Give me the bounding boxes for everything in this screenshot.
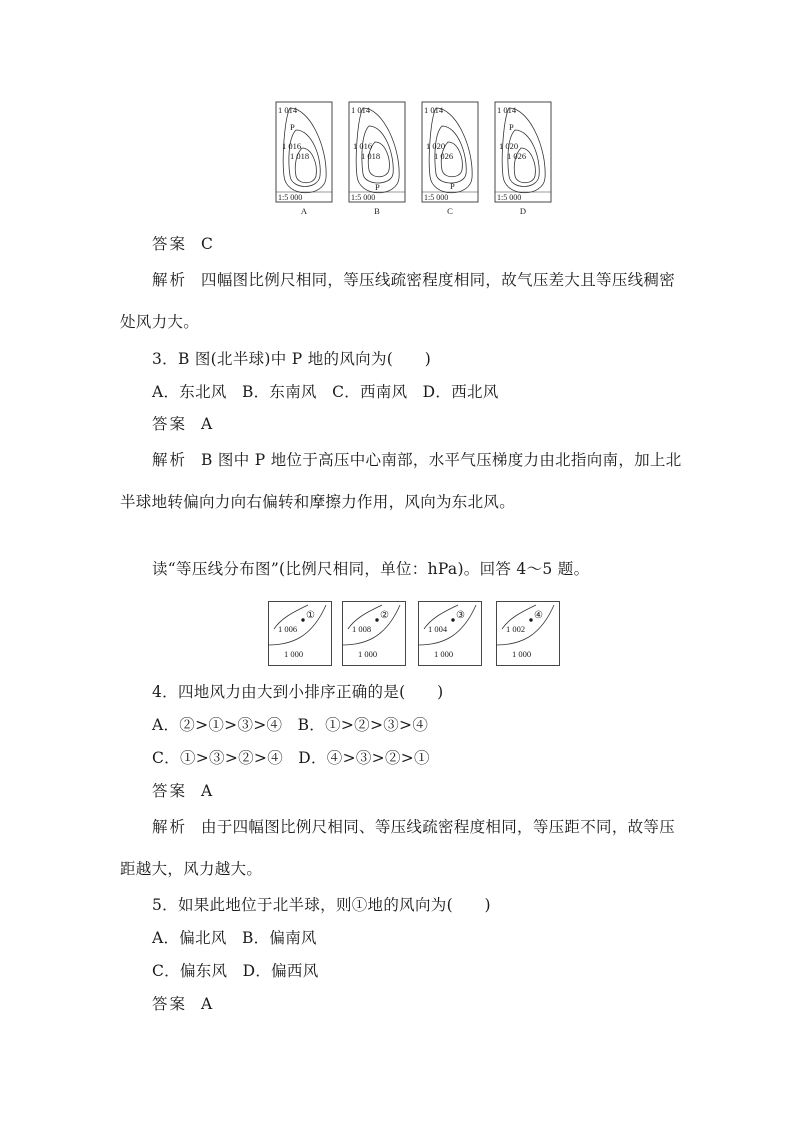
isobar-label-inner: 1 018 (361, 151, 381, 161)
isobar-label-upper: 1 004 (428, 624, 448, 634)
analysis-4-line-2: 距越大，风力越大。 (120, 860, 263, 878)
isobar-panel-4 (496, 602, 560, 666)
point-p-label: P (290, 122, 295, 132)
option-d: D．西北风 (422, 383, 499, 401)
location-marker: ② (380, 610, 389, 621)
option-d: D．④>③>②>① (298, 749, 430, 767)
isobar-panel-a (276, 102, 332, 216)
panel-caption: B (374, 206, 380, 216)
isobar-label-lower: 1 000 (358, 649, 378, 659)
scale-label: 1:5 000 (424, 193, 449, 202)
option-a: A．偏北风 (152, 929, 227, 947)
isobar-label-lower: 1 000 (512, 649, 532, 659)
option-c: C．①>③>②>④ (152, 749, 284, 767)
answer-tag: 答案 (152, 995, 188, 1013)
question-4-options-row-2 (152, 748, 440, 768)
answer-value: A (201, 782, 213, 800)
location-marker: ① (306, 610, 315, 621)
analysis-4-line-1 (152, 817, 675, 837)
location-marker: ④ (534, 610, 543, 621)
isobar-label-lower: 1 000 (434, 649, 454, 659)
isobar-label-outer: 1 014 (497, 105, 517, 115)
location-dot (451, 618, 454, 621)
analysis-2-line-2: 处风力大。 (120, 313, 200, 331)
panel-caption: C (447, 206, 453, 216)
answer-value: A (201, 415, 213, 433)
scale-label: 1:5 000 (497, 193, 522, 202)
scale-label: 1:5 000 (351, 193, 376, 202)
isobar-figure-1234-svg (268, 601, 564, 667)
isobar-label-outer: 1 014 (278, 105, 298, 115)
location-dot (529, 618, 532, 621)
isobar-panel-d (495, 102, 551, 216)
isobar-label-lower: 1 000 (284, 649, 304, 659)
option-b: B．①>②>③>④ (297, 716, 429, 734)
isobar-label-outer: 1 014 (351, 105, 371, 115)
answer-5 (152, 994, 213, 1014)
isobar-label-upper: 1 002 (506, 624, 526, 634)
isobar-panel-3 (418, 602, 482, 666)
analysis-2-line-1 (152, 270, 675, 290)
answer-tag: 答案 (152, 415, 188, 433)
point-p-label: P (450, 181, 455, 191)
option-a: A．东北风 (152, 383, 227, 401)
isobar-label-outer: 1 014 (424, 105, 444, 115)
option-c: C．偏东风 (152, 962, 228, 980)
question-5-stem: 5．如果此地位于北半球，则①地的风向为( ) (152, 896, 491, 914)
analysis-tag: 解析 (152, 451, 188, 469)
option-b: B．东南风 (241, 383, 317, 401)
question-3-options (152, 382, 509, 402)
isobar-panel-b (349, 102, 405, 216)
answer-2 (152, 234, 213, 254)
option-b: B．偏南风 (241, 929, 317, 947)
answer-value: C (201, 235, 214, 253)
option-c: C．西南风 (332, 383, 408, 401)
question-5-options-row-1 (152, 928, 327, 948)
answer-value: A (201, 995, 213, 1013)
answer-4 (152, 781, 213, 801)
isobar-label-middle: 1 020 (499, 141, 519, 151)
location-dot (375, 618, 378, 621)
isobar-figure-abcd-svg (272, 100, 562, 220)
scale-label: 1:5 000 (278, 193, 303, 202)
analysis-text: B 图中 P 地位于高压中心南部，水平气压梯度力由北指向南，加上北 (201, 451, 682, 469)
answer-3 (152, 414, 213, 434)
location-marker: ③ (456, 610, 465, 621)
answer-tag: 答案 (152, 782, 188, 800)
analysis-text: 四幅图比例尺相同，等压线疏密程度相同，故气压差大且等压线稠密 (201, 271, 676, 289)
point-p-label: P (509, 122, 514, 132)
panel-caption: A (300, 206, 308, 216)
isobar-panel-1 (268, 602, 332, 666)
question-3-stem: 3．B 图(北半球)中 P 地的风向为( ) (152, 350, 432, 368)
answer-tag: 答案 (152, 235, 188, 253)
analysis-tag: 解析 (152, 818, 188, 836)
option-a: A．②>①>③>④ (152, 716, 283, 734)
isobar-figure-1234 (268, 601, 564, 667)
isobar-label-upper: 1 006 (278, 624, 298, 634)
isobar-label-inner: 1 018 (290, 151, 310, 161)
question-4-stem: 4．四地风力由大到小排序正确的是( ) (152, 683, 444, 701)
analysis-3-line-1 (152, 450, 682, 470)
panel-caption: D (519, 206, 527, 216)
isobar-label-inner: 1 026 (434, 151, 454, 161)
analysis-tag: 解析 (152, 271, 188, 289)
isobar-label-inner: 1 026 (507, 151, 527, 161)
isobar-label-upper: 1 008 (352, 624, 372, 634)
isobar-label-middle: 1 016 (353, 141, 373, 151)
isobar-panel-2 (342, 602, 406, 666)
analysis-3-line-2: 半球地转偏向力向右偏转和摩擦力作用，风向为东北风。 (120, 493, 516, 511)
isobar-figure-abcd (272, 100, 562, 220)
option-d: D．偏西风 (242, 962, 319, 980)
analysis-text: 由于四幅图比例尺相同、等压线疏密程度相同，等压距不同，故等压 (201, 818, 676, 836)
location-dot (301, 618, 304, 621)
isobar-panel-c (422, 102, 478, 216)
question-4-options-row-1 (152, 715, 438, 735)
isobar-label-middle: 1 020 (426, 141, 446, 151)
isobar-label-middle: 1 016 (282, 141, 302, 151)
intro-q4-5: 读“等压线分布图”(比例尺相同，单位：hPa)。回答 4～5 题。 (152, 560, 590, 578)
question-5-options-row-2 (152, 961, 329, 981)
point-p-label: P (375, 182, 380, 192)
